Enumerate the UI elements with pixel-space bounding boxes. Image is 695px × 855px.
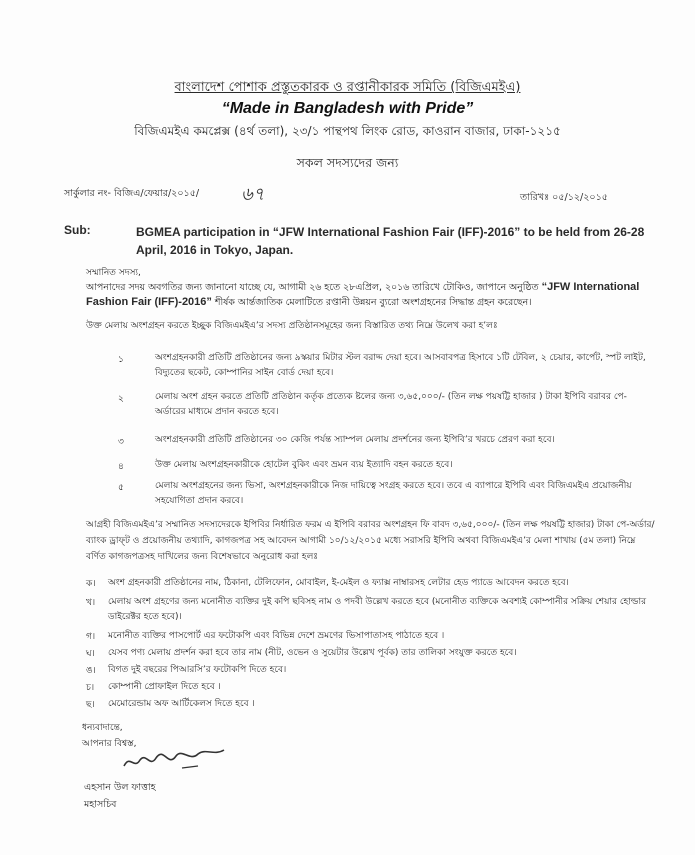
item-text: মেলায় অংশ গ্রহন করতে প্রতিটি প্রতিষ্ঠান কর্তৃক প্রত্যেক ষ্টলের জন্য ৩,৬৫,০০০/- (তিন লক্ষ পয়ষট্টি হাজার ) টাকা ইপিবি বরাবর পে-অর্ডারের মাধ্যমে প্রদান করতে হবে। [155, 392, 627, 417]
subject-text: BGMEA participation in “JFW International Fashion Fair (IFF)-2016” to be held from 26-28 April, 2016 in Tokyo, Japan. [136, 225, 645, 257]
audience-heading: সকল সদস্যদের জন্য [296, 155, 399, 170]
circular-number-handwritten: ৬৭ [241, 184, 265, 205]
document-text: যেসব পণ্য মেলায় প্রদর্শন করা হবে তার নাম (নীট, ওভেন ও সুয়েটার উল্লেখ পূর্বক) তার তালিকা সংযুক্ত করতে হবে। [108, 648, 517, 658]
signatory-designation: মহাসচিব [84, 799, 117, 810]
item-number: ৫ [118, 483, 124, 493]
handwritten-signature [120, 742, 230, 776]
paragraph-details-intro: উক্ত মেলায় অংশগ্রহন করতে ইচ্ছুক বিজিএমইএ’র সদস্য প্রতিষ্ঠানসমূহের জন্য বিস্তারিত তথ্য নিম্নে উলেখ করা হ’লঃ [86, 321, 498, 331]
paragraph-intro-part2: শীর্ষক আর্ন্তজাতিক মেলাটিতে রপ্তানী উন্নয়ন ব্যুরো অংশগ্রহনের সিদ্ধান্ত গ্রহন করেছেন। [214, 297, 532, 308]
document-key: ঙ। [86, 666, 96, 676]
document-text: বিগত দুই বছরের পিআরসি’র ফটোকপি দিতে হবে। [108, 665, 287, 675]
document-key: খ। [86, 598, 96, 608]
document-text: অংশ গ্রহনকারী প্রতিষ্ঠানের নাম, ঠিকানা, টেলিফোন, মোবাইল, ই-মেইল ও ফ্যাক্স নাম্বারসহ লেটার হেড প্যাডে আবেদন করতে হবে। [108, 578, 569, 588]
document-key: ঘ। [86, 649, 95, 659]
item-number: ৩ [118, 437, 124, 447]
paragraph-application: আগ্রহী বিজিএমইএ’র সম্মানিত সদস্যদেরকে ইপিবির নির্ধারিত ফরম এ ইপিবি বরাবর অংশগ্রহন ফি বাবদ ৩,৬৫,০০০/- (তিন লক্ষ পয়ষট্টি হাজার) টাকা পে-অর্ডার/ব্যাংক ড্রাফ্‌ট ও প্রয়োজনীয় তথ্যাদি, কাগজপত্র সহ আবেদন আগামী ১০/১২/২০১৫ মধ্যে সরাসরি ইপিবি অথবা বিজিএমইএ’র মেলা শাখায় (৫ম তলা) নিম্নে বর্ণিত কাগজপত্রসহ দাখিলের জন্য বিশেষভাবে অনুরোধ করা হলঃ [86, 520, 655, 562]
item-text: অংশগ্রহনকারী প্রতিটি প্রতিষ্ঠানের জন্য ৯স্কয়ার মিটার স্টল বরাদ্দ দেয়া হবে। আসবাবপত্র হিসাবে ১টি টেবিল, ২ চেয়ার, কার্পেট, স্পট লাইট, বিদ্যুতের ছকেট, কোম্পানির সাইন বোর্ড দেয়া হবে। [155, 353, 646, 378]
circular-number: সার্কুলার নং- বিজিএ/ফেয়ার/২০১৫/ [64, 188, 200, 199]
subject-label: Sub: [64, 223, 91, 237]
item-text: অংশগ্রহনকারী প্রতিটি প্রতিষ্ঠানের ৩০ কেজি পর্যন্ত স্যাম্পল মেলায় প্রদর্শনের জন্য ইপিবি’র খরচে প্রেরণ করা হবে। [155, 435, 555, 445]
document-text: মেমোরেন্ডাম অফ আর্টিকেলস দিতে হবে । [108, 699, 255, 709]
signatory-name: এহসান উল ফাত্তাহ [84, 782, 156, 793]
document-text: মনোনীত ব্যক্তির পাসপোর্ট এর ফটোকপি এবং বিভিন্ন দেশে ভ্রমণের ভিসাপাতাসহ পাঠাতে হবে । [108, 631, 445, 641]
item-text: মেলায় অংশগ্রহনের জন্য ভিসা, অংশগ্রহনকারীকে নিজ দায়িত্বে সংগ্রহ করতে হবে। তবে এ ব্যাপারে ইপিবি এবং বিজিএমইএ প্রয়োজনীয় সহযোগিতা প্রদান করবে। [155, 481, 632, 506]
paragraph-intro-part1: আপনাদের সদয় অবগতির জন্য জানানো যাচ্ছে যে, আগামী ২৬ হতে ২৮এপ্রিল, ২০১৬ তারিখে টোকিও, জাপানে অনুষ্ঠিত [86, 282, 539, 293]
circular-date: তারিখঃ ০৫/১২/২০১৫ [520, 192, 608, 203]
document-key: গ। [86, 632, 96, 642]
tagline: “Made in Bangladesh with Pride” [221, 100, 474, 117]
organization-name: বাংলাদেশ পোশাক প্রস্তুতকারক ও রপ্তানীকারক সমিতি (বিজিএমইএ) [174, 80, 521, 95]
item-number: ২ [118, 394, 124, 404]
salutation: সম্মানিত সদস্য, [86, 268, 141, 278]
document-text: মেলায় অংশ গ্রহণের জন্য মনোনীত ব্যক্তির দুই কপি ছবিসহ নাম ও পদবী উল্লেখ করতে হবে (মনোনীত ব্যক্তিকে অবশ্যই কোম্পানীর সক্রিয় শেয়ার হোল্ডার ডাইরেক্টর হতে হবে)। [108, 597, 647, 622]
item-text: উক্ত মেলায় অংশগ্রহনকারীকে হোটেল বুকিং এবং ভ্রমন ব্যয় ইত্যাদি বহন করতে হবে। [155, 460, 453, 470]
document-text: কোম্পানী প্রোফাইল দিতে হবে । [108, 682, 221, 692]
closing-yours: আপনার বিশ্বস্ত, [82, 739, 137, 749]
closing-thanks: ধন্যবাদান্তে, [82, 723, 123, 733]
paragraph-intro [86, 280, 658, 310]
organization-address: বিজিএমইএ কমপ্লেক্স (৪র্থ তলা), ২৩/১ পান্থপথ লিংক রোড, কাওরান বাজার, ঢাকা-১২১৫ [134, 124, 561, 138]
item-number: ৪ [118, 462, 124, 472]
document-key: ক। [86, 579, 96, 589]
document-key: চ। [86, 683, 95, 693]
item-number: ১ [118, 355, 124, 365]
event-name: “JFW International Fashion Fair (IFF)-2016” [86, 281, 640, 308]
document-key: ছ। [86, 700, 95, 710]
